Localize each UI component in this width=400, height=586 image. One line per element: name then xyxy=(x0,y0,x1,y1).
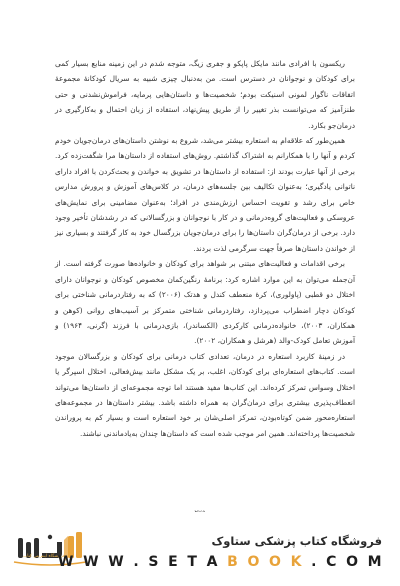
url-part-suffix: . C O M xyxy=(303,554,384,570)
paragraph-1: ریکسون با افرادی مانند مایکل پاپکو و جفری زیگ، متوجه شدم در این زمینه منابع بسیار کمی برای کودکان و نوجوانان در دسترس است. من به‌دنبال چیزی شبیه به سریال کودکانهٔ مجموعهٔ اتفاقات ناگوار لمونی اسنیکت بودم؛ شخصیت‌ها و داستان‌هایی پرمایه، فراموش‌نشدنی و حتی طنزآمیز که می‌توانست بذر تغییر را از طریق پیش‌نهاد، استفاده از زبان احتمال و به‌کارگیری در درمان‌جو بکارد. xyxy=(55,59,355,130)
store-name: فروشگاه کتاب پزشکی ستاوک xyxy=(211,534,382,548)
store-url[interactable] xyxy=(58,554,384,570)
body-text xyxy=(55,56,355,441)
url-part-prefix: W W W . S E T A xyxy=(58,554,228,570)
paragraph-3: برخی اقدامات و فعالیت‌های مبتنی بر شواهد برای کودکان و خانواده‌ها صورت گرفته است. از آن‌جمله می‌توان به این موارد اشاره کرد: برنامهٔ رنگین‌کمان مخصوص کودکان و نوجوانان دارای اختلال دو قطبی (پاولوری)، کرهٔ منعطف کندل و هدتک (۲۰۰۶) که به رفتاردرمانی شناختی برای کودکان دچار اضطراب می‌پردازد، رفتاردرمانی شناختی متمرکز بر آسیب‌های روانی (کوهن و همکاران، ۲۰۰۳)، خانواده‌درمانی کارکردی (الکساندر)، بازی‌درمانی با فرزند (گرنی، ۱۹۶۴) و آموزش تعامل کودک-والد (هرشل و همکاران، ۲۰۰۲). xyxy=(55,259,355,346)
paragraph-2: همین‌طور که علاقه‌ام به استعاره بیشتر می‌شد، شروع به نوشتن داستان‌های درمان‌جویان خودم کردم و آنها را با همکارانم به اشتراک گذاشتم. روش‌های استفاده از داستان‌ها مرا شگفت‌زده کرد. برخی از آنها عبارت بودند از: استفاده از داستان‌ها در تشویق به خواندن و بحث‌کردن با افراد دارای ناتوانی یادگیری؛ به‌عنوان تکالیف بین جلسه‌های درمان، در کلاس‌های آموزش و پرورش مدارس خاص برای رشد و تقویت احساس ارزش‌مندی در افراد؛ به‌عنوان مضامینی برای نمایش‌های عروسکی و فعالیت‌های گروه‌درمانی و در کار با نوجوانان و بزرگسالانی که در رشدشان تأخیر وجود دارد. برخی از درمان‌گران داستان‌ها را برای درمان‌جویان بزرگسال خود به کار گرفتند و بسیاری نیز از خواندن داستان‌ها صرفاً جهت سرگرمی لذت بردند. xyxy=(55,136,355,253)
url-part-highlight: B O O K xyxy=(227,554,304,570)
logo-tagline: فروشگاه اینترنتی کتاب xyxy=(23,554,65,559)
paragraph-4: در زمینهٔ کاربرد استعاره در درمان، تعدادی کتاب درمانی برای کودکان و بزرگسالان موجود است. کتاب‌های استعاره‌ای برای کودکان، اغلب، بر یک مشکل مانند بیش‌فعالی، اختلال اسپرگر یا اختلال وسواس تمرکز کرده‌اند. این کتاب‌ها مفید هستند اما توجه مجموعه‌ای از داستان‌ها می‌تواند انعطاف‌پذیری بیشتری برای درمان‌گران به همراه داشته باشد. بیشتر داستان‌ها در مجموعه‌های استعاره‌محور ضمن کوتاه‌بودن، تمرکز اصلی‌شان بر خود استعاره است و بسیار کم به پروراندن شخصیت‌ها پرداخته‌اند. همین امر موجب شده است که داستان‌ها چندان به‌یادماندنی نباشند. xyxy=(55,351,355,438)
store-banner xyxy=(0,512,400,586)
